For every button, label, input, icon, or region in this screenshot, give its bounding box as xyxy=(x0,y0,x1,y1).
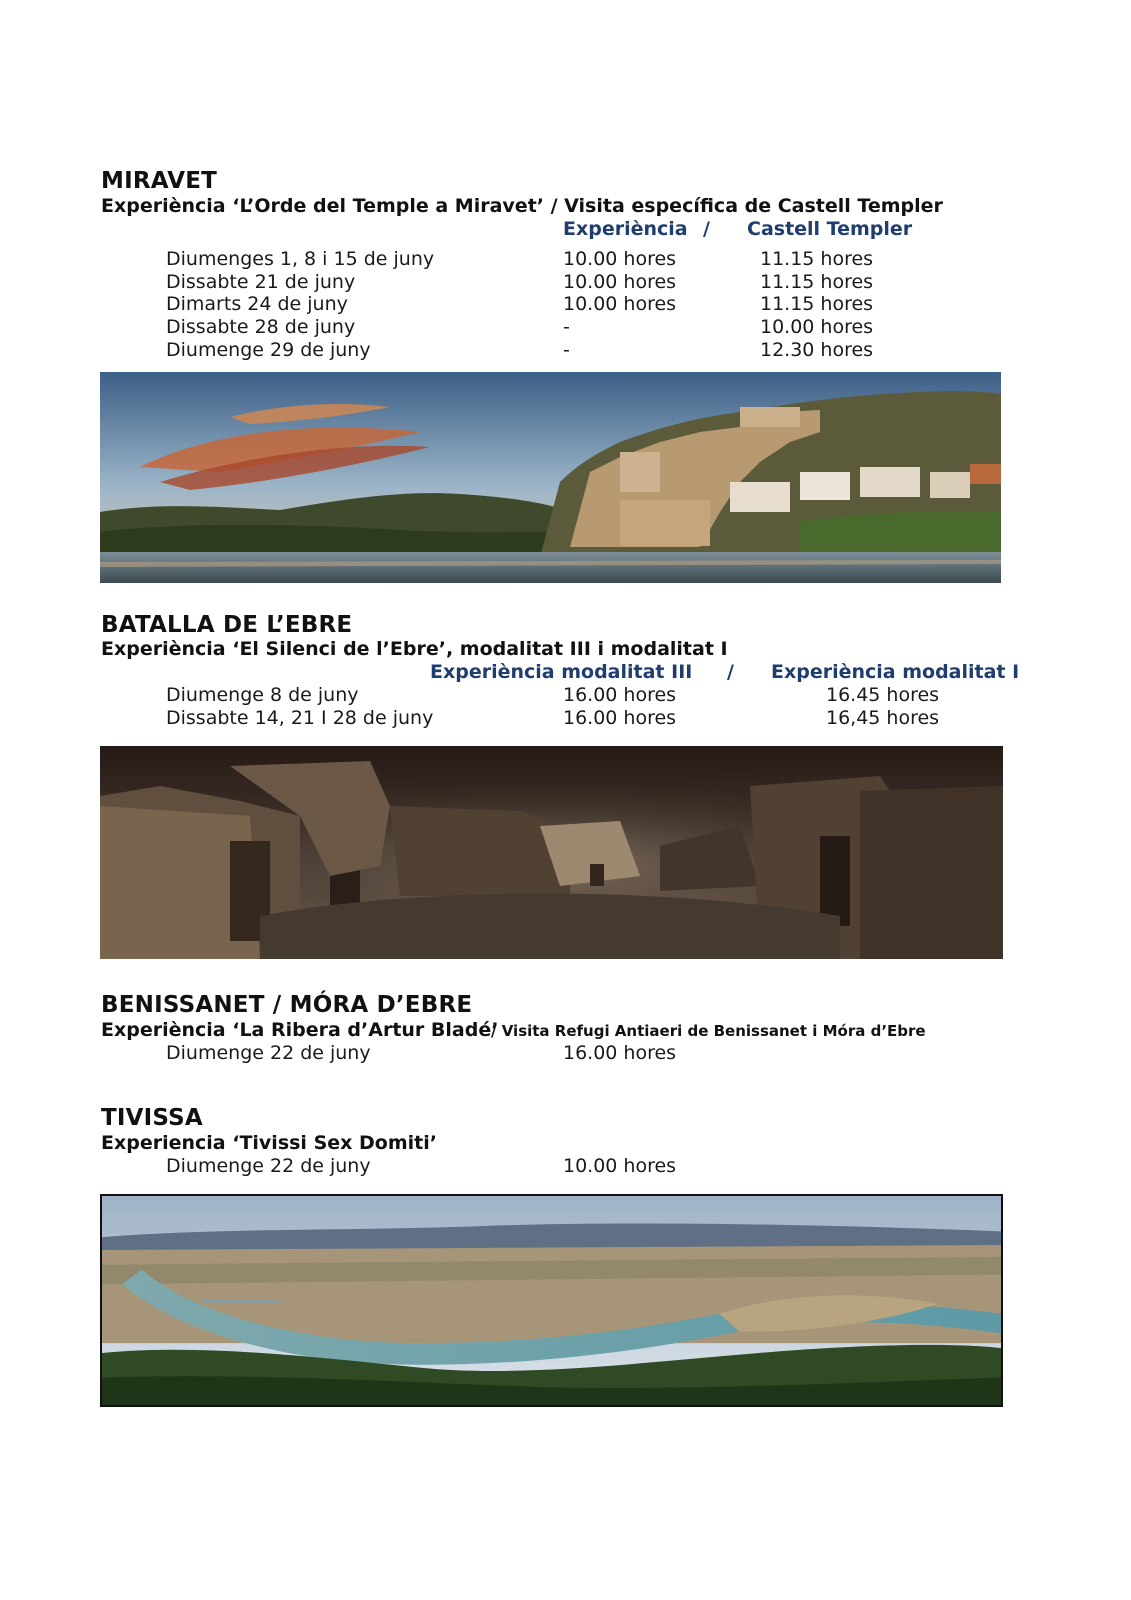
schedule-time-b: 11.15 hores xyxy=(760,248,874,270)
schedule-date: Diumenge 22 de juny xyxy=(166,1042,371,1064)
column-header-separator: / xyxy=(727,661,734,683)
photo-ruined-village xyxy=(100,746,1003,959)
schedule-date: Diumenge 22 de juny xyxy=(166,1155,371,1177)
schedule-time-a: 10.00 hores xyxy=(563,1155,677,1177)
photo-ebre-river-valley xyxy=(100,1194,1003,1407)
schedule-time-b: 11.15 hores xyxy=(760,271,874,293)
schedule-time-a: 16.00 hores xyxy=(563,1042,677,1064)
section-subtitle-miravet: Experiència ‘L’Orde del Temple a Miravet’ / Visita específica de Castell Templer xyxy=(101,195,943,217)
schedule-date: Diumenges 1, 8 i 15 de juny xyxy=(166,248,435,270)
section-subtitle-tivissa: Experiencia ‘Tivissi Sex Domiti’ xyxy=(101,1132,437,1154)
schedule-time-b: 12.30 hores xyxy=(760,339,874,361)
section-title-tivissa: TIVISSA xyxy=(101,1105,203,1131)
schedule-time-a: 10.00 hores xyxy=(563,271,677,293)
schedule-time-a: 10.00 hores xyxy=(563,248,677,270)
schedule-time-a: 16.00 hores xyxy=(563,707,677,729)
schedule-time-a: 10.00 hores xyxy=(563,293,677,315)
schedule-date: Dimarts 24 de juny xyxy=(166,293,348,315)
column-header-experiencia: Experiència xyxy=(563,218,688,240)
section-title-miravet: MIRAVET xyxy=(101,168,217,194)
section-title-benissanet: BENISSANET / MÓRA D’EBRE xyxy=(101,992,473,1018)
column-header-separator: / xyxy=(703,218,710,240)
schedule-date: Diumenge 29 de juny xyxy=(166,339,371,361)
schedule-time-b: 16.45 hores xyxy=(826,684,940,706)
column-header-modalitat-i: Experiència modalitat I xyxy=(771,661,1020,683)
schedule-time-b: 10.00 hores xyxy=(760,316,874,338)
section-subtitle-benissanet-extra: / Visita Refugi Antiaeri de Benissanet i Móra d’Ebre xyxy=(491,1022,926,1040)
column-header-modalitat-iii: Experiència modalitat III xyxy=(430,661,693,683)
section-subtitle-batalla: Experiència ‘El Silenci de l’Ebre’, modalitat III i modalitat I xyxy=(101,638,728,660)
section-title-batalla: BATALLA DE L’EBRE xyxy=(101,612,353,638)
column-header-castell: Castell Templer xyxy=(747,218,913,240)
photo-miravet-castle xyxy=(100,372,1001,583)
schedule-date: Dissabte 14, 21 I 28 de juny xyxy=(166,707,434,729)
schedule-date: Dissabte 21 de juny xyxy=(166,271,356,293)
schedule-time-b: 11.15 hores xyxy=(760,293,874,315)
schedule-time-b: 16,45 hores xyxy=(826,707,940,729)
schedule-time-a: 16.00 hores xyxy=(563,684,677,706)
section-subtitle-benissanet: Experiència ‘La Ribera d’Artur Bladé’ xyxy=(101,1019,499,1041)
schedule-date: Diumenge 8 de juny xyxy=(166,684,359,706)
schedule-time-a: - xyxy=(563,339,570,361)
schedule-time-a: - xyxy=(563,316,570,338)
schedule-date: Dissabte 28 de juny xyxy=(166,316,356,338)
